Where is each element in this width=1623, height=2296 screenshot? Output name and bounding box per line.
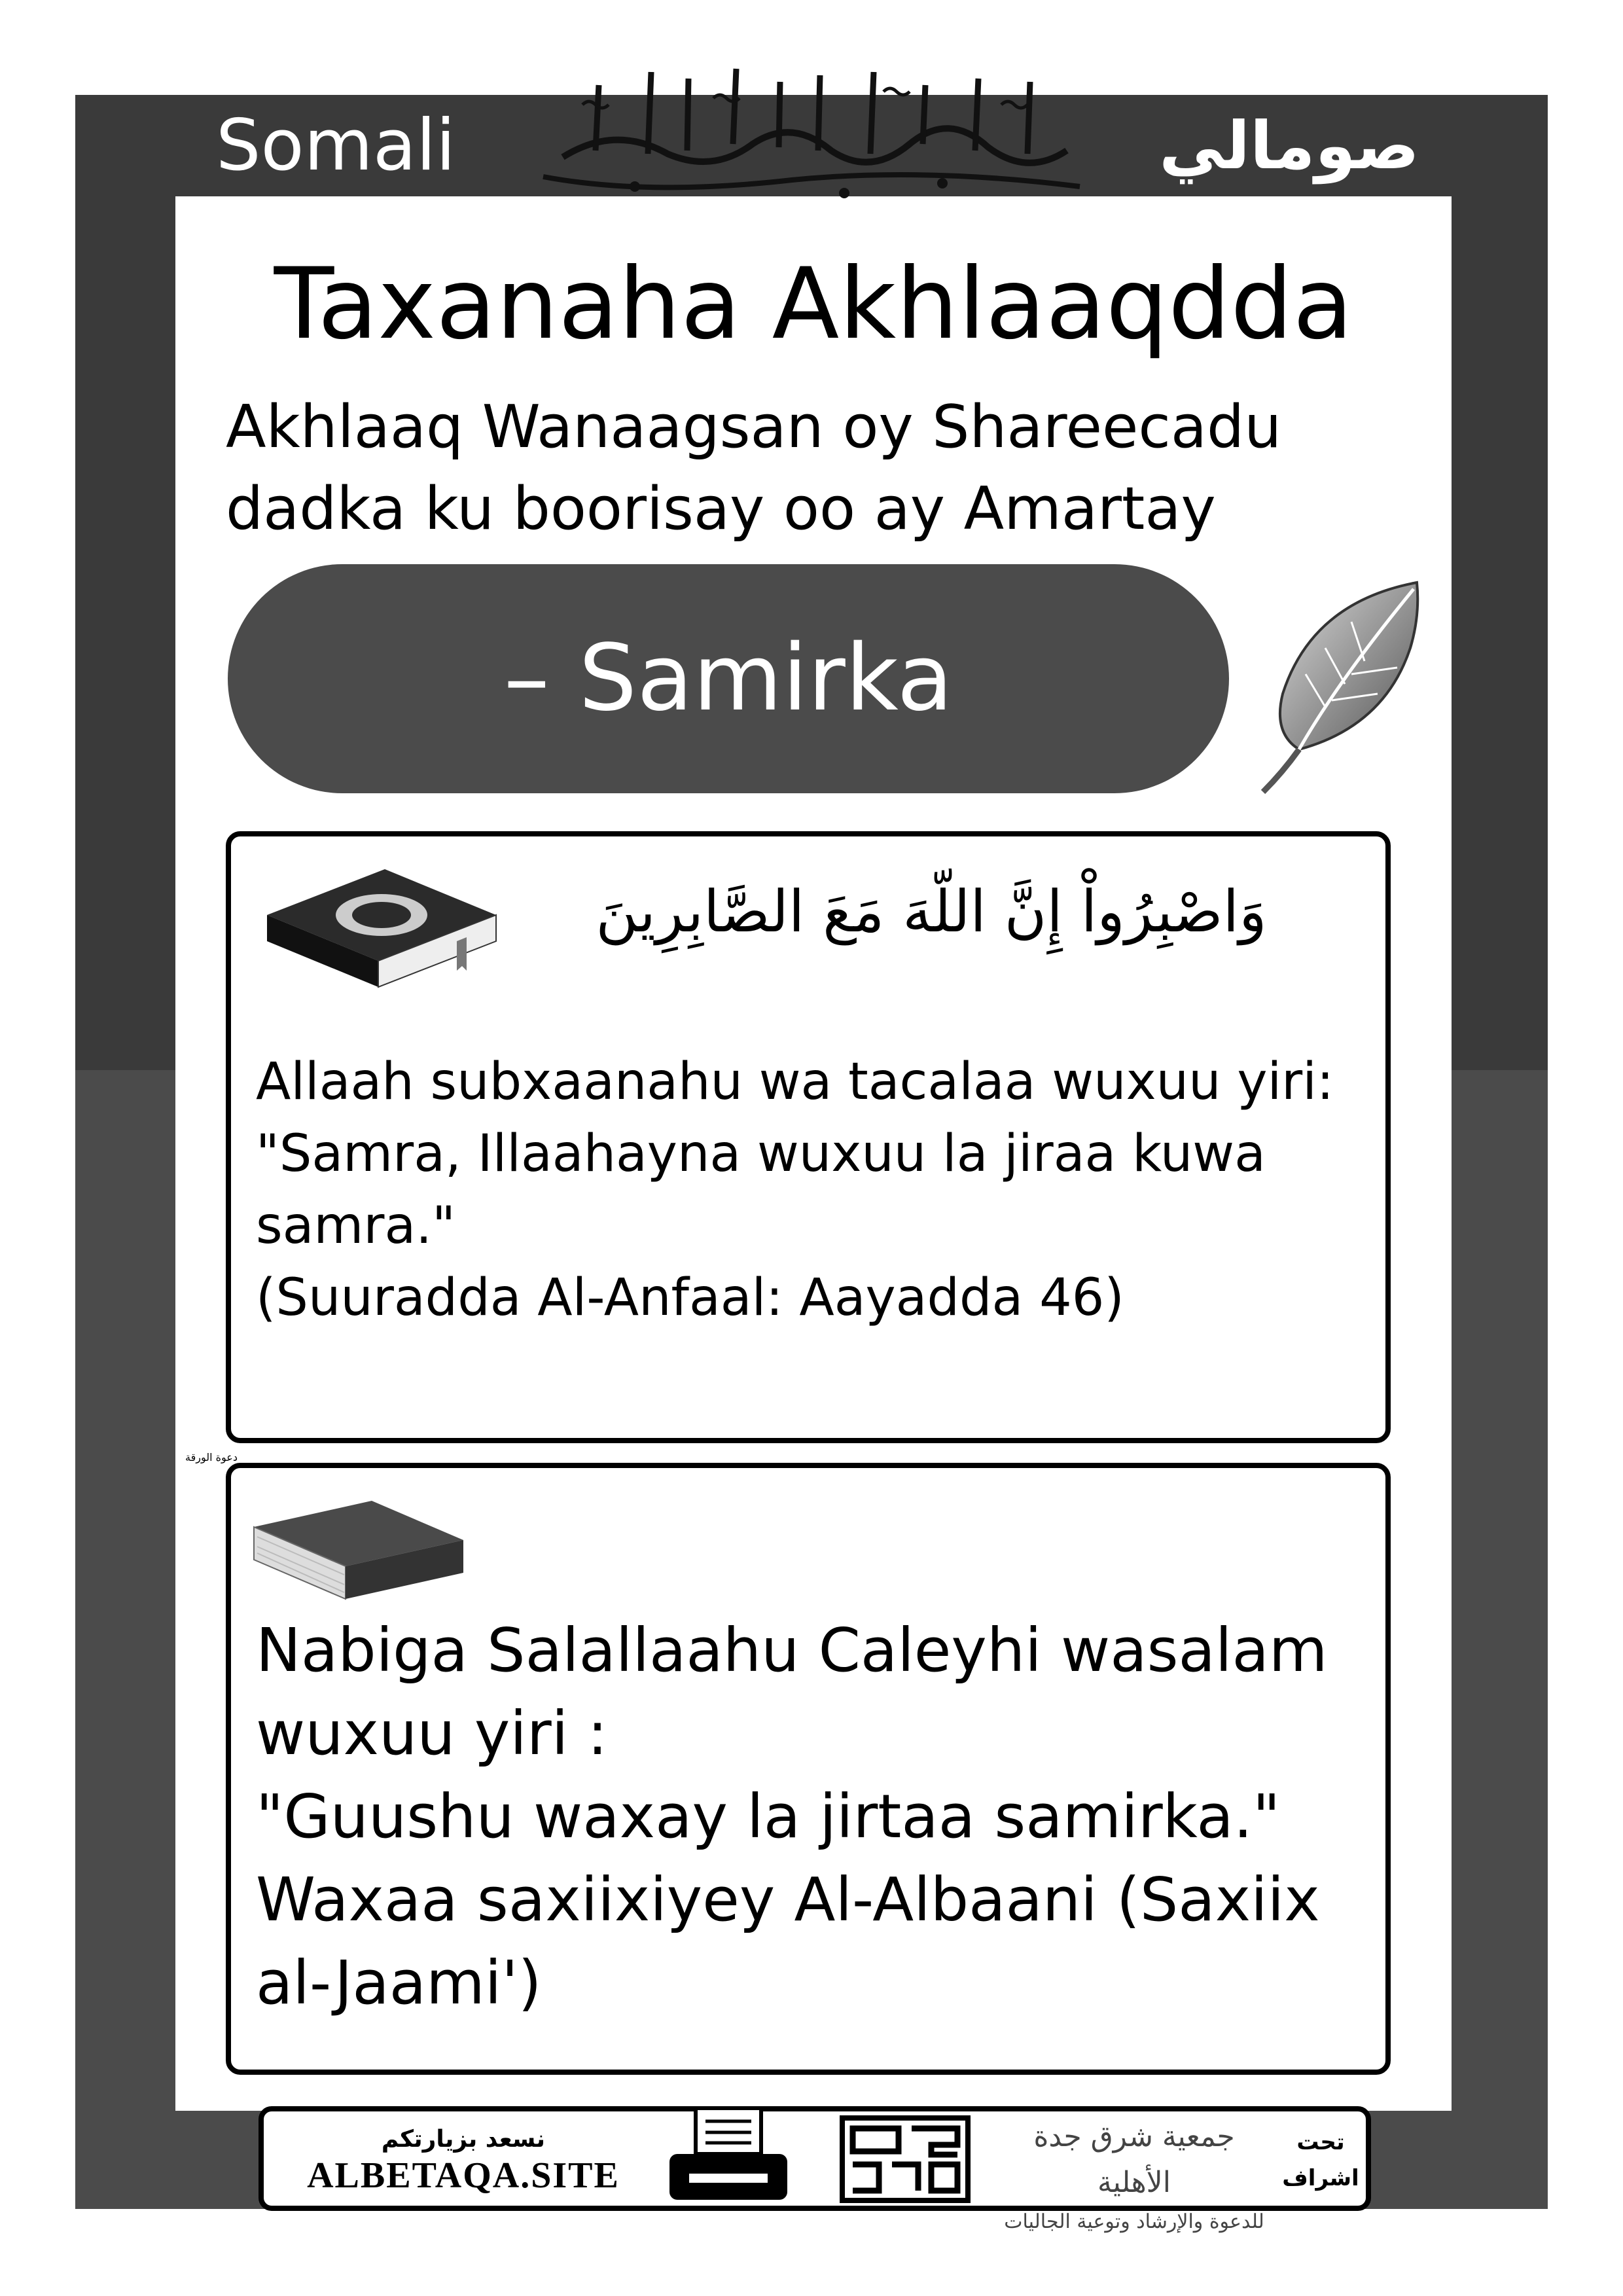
hadith-line: Waxaa saxiixiyey Al-Albaani (Saxiix al-Jaami') [256, 1865, 1339, 2018]
page-subtitle: Akhlaaq Wanaagsan oy Shareecadu dadka ku boorisay oo ay Amartay [226, 393, 1282, 543]
printer-icon [663, 2105, 794, 2210]
footer-site-link[interactable]: ALBETAQA.SITE [307, 2155, 620, 2196]
basmala-calligraphy [517, 46, 1106, 203]
footer-site-block [264, 2111, 663, 2206]
quran-translation [256, 1046, 1368, 1334]
supervision-label: تحت اشراف [1282, 2129, 1359, 2191]
page-title: Taxanaha Akhlaaqdda [274, 247, 1353, 361]
association-subtitle: للدعوة والإرشاد وتوعية الجاليات [1004, 2210, 1264, 2233]
language-tag-latin: Somali [175, 97, 496, 195]
leaf-icon [1253, 576, 1423, 798]
book-icon [247, 1488, 470, 1612]
hadith-text [256, 1609, 1368, 2024]
hadith-line: Nabiga Salallaahu Caleyhi wasalam wuxuu yiri : [256, 1615, 1347, 1768]
translation-line: Allaah subxaanahu wa tacalaa wuxuu yiri: [256, 1052, 1334, 1111]
topic-banner: – Samirka [228, 564, 1229, 793]
hadith-box [226, 1463, 1391, 2075]
association-name: جمعية شرق جدة الأهلية [1033, 2120, 1235, 2199]
quran-verse-arabic: وَاصْبِرُواْ إِنَّ اللّهَ مَعَ الصَّابِرِينَ [596, 878, 1267, 945]
hadith-line: "Guushu waxay la jirtaa samirka." [256, 1782, 1281, 1852]
language-tag-arabic: صومالي [1129, 97, 1450, 195]
footer-visit-text: نسعد بزيارتكم [381, 2126, 546, 2153]
association-logo [997, 2114, 1272, 2233]
qabila-logo-text: دعوة الورقة [185, 1451, 238, 1463]
quran-verse-box [226, 831, 1391, 1443]
quran-book-icon [254, 863, 503, 1000]
translation-line: "Samra, Illaahayna wuxuu la jiraa kuwa samra." [256, 1124, 1282, 1255]
translation-line: (Suuradda Al-Anfaal: Aayadda 46) [256, 1268, 1124, 1327]
